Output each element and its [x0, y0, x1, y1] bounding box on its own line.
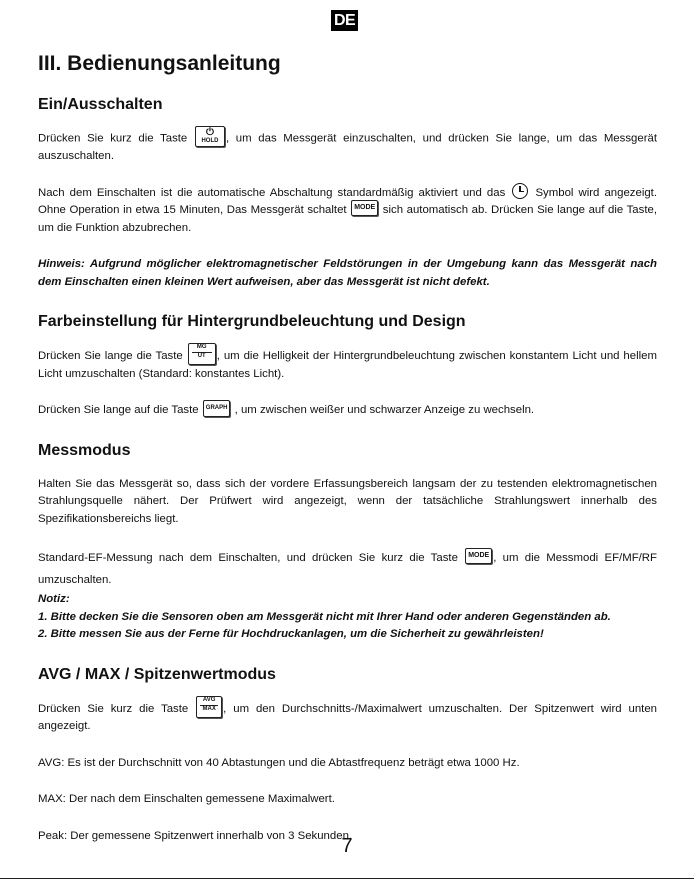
paragraph-avg-max [38, 696, 658, 736]
page-title: III. Bedienungsanleitung [38, 52, 281, 75]
paragraph-auto-off [38, 185, 657, 238]
graph-key-icon: GRAPH [203, 400, 231, 417]
key-label: AVG [202, 696, 216, 703]
text: Nach dem Einschalten ist die automatische Abschaltung standardmäßig aktiviert und das [38, 186, 506, 199]
key-label: UT [192, 352, 212, 360]
text: , um die Helligkeit der Hintergrundbeleuchtung zwischen konstantem Licht und hellem Licht umzuschalten (Standard: konstantes Licht). [38, 350, 657, 380]
key-label: MG [196, 344, 207, 351]
paragraph-peak: Peak: Der gemessene Spitzenwert innerhalb von 3 Sekunden. [38, 829, 353, 842]
footer-divider [0, 878, 694, 879]
text: Symbol wird angezeigt. Ohne Operation in etwa 15 Minuten, Das Messgerät schaltet [38, 186, 658, 217]
key-label: HOLD [201, 138, 219, 144]
text: , um das Messgerät einzuschalten, und drücken Sie lange, um das Messgerät auszuschalten. [38, 132, 657, 163]
paragraph-backlight [38, 344, 657, 383]
text: Drücken Sie kurz die Taste [38, 702, 189, 715]
text: , um zwischen weißer und schwarzer Anzeige zu wechseln. [234, 404, 535, 417]
notiz-item-2: 2. Bitte messen Sie aus der Ferne für Hochdruckanlagen, um die Sicherheit zu gewährleisten! [38, 628, 544, 641]
paragraph-avg: AVG: Es ist der Durchschnitt von 40 Abtastungen und die Abtastfrequenz beträgt etwa 1000 Hz. [38, 756, 520, 769]
text: , um die Messmodi EF/MF/RF umzuschalten. [38, 552, 657, 587]
paragraph-max: MAX: Der nach dem Einschalten gemessene Maximalwert. [38, 793, 335, 806]
text: Drücken Sie lange die Taste [38, 350, 183, 363]
text: , um den Durchschnitts-/Maximalwert umzuschalten. Der Spitzenwert wird unten angezeigt. [38, 702, 658, 733]
avg-max-key-icon [196, 696, 222, 718]
text: sich automatisch ab. Drücken Sie lange auf die Taste, um die Funktion abzubrechen. [38, 204, 657, 234]
paragraph-measure: Halten Sie das Messgerät so, dass sich der vordere Erfassungsbereich langsam der zu testenden elektromagnetischen Strahlungsquelle nähert. Der Prüfwert wird angezeigt, wenn der tatsächliche Strahlungswert innerhalb des Spezifikationsbereichs liegt. [38, 477, 657, 525]
text: Drücken Sie lange auf die Taste [38, 404, 199, 417]
clock-icon [512, 183, 528, 199]
power-symbol: ⏻ [205, 127, 214, 138]
page-content [38, 50, 657, 845]
note-paragraph: Hinweis: Aufgrund möglicher elektromagnetischer Feldstörungen in der Umgebung kann das Messgerät nach dem Einschalten einen kleinen Wert aufweisen, aber das Messgerät ist nicht defekt. [38, 258, 657, 288]
text: Drücken Sie kurz die Taste [38, 132, 188, 145]
paragraph-mode-switch [38, 547, 657, 591]
page-number: 7 [341, 835, 353, 857]
heading-avg-max: AVG / MAX / Spitzenwertmodus [38, 665, 276, 683]
paragraph-display [38, 402, 657, 420]
heading-measure-mode: Messmodus [38, 441, 131, 459]
mode-key-icon: MODE [465, 548, 492, 564]
hold-key-icon [195, 126, 225, 147]
mg-ut-key-icon [188, 343, 216, 365]
mode-key-icon: MODE [351, 200, 378, 216]
paragraph-power-on [38, 127, 657, 166]
notiz-label: Notiz: [38, 593, 70, 606]
heading-backlight: Farbeinstellung für Hintergrundbeleuchtung und Design [38, 313, 466, 331]
language-badge: DE [331, 10, 358, 31]
notiz-item-1: 1. Bitte decken Sie die Sensoren oben am Messgerät nicht mit Ihrer Hand oder anderen Gegenständen ab. [38, 610, 611, 623]
heading-power: Ein/Ausschalten [38, 96, 163, 113]
text: Standard-EF-Messung nach dem Einschalten, und drücken Sie kurz die Taste [38, 552, 458, 565]
key-label: MAX [200, 705, 218, 713]
